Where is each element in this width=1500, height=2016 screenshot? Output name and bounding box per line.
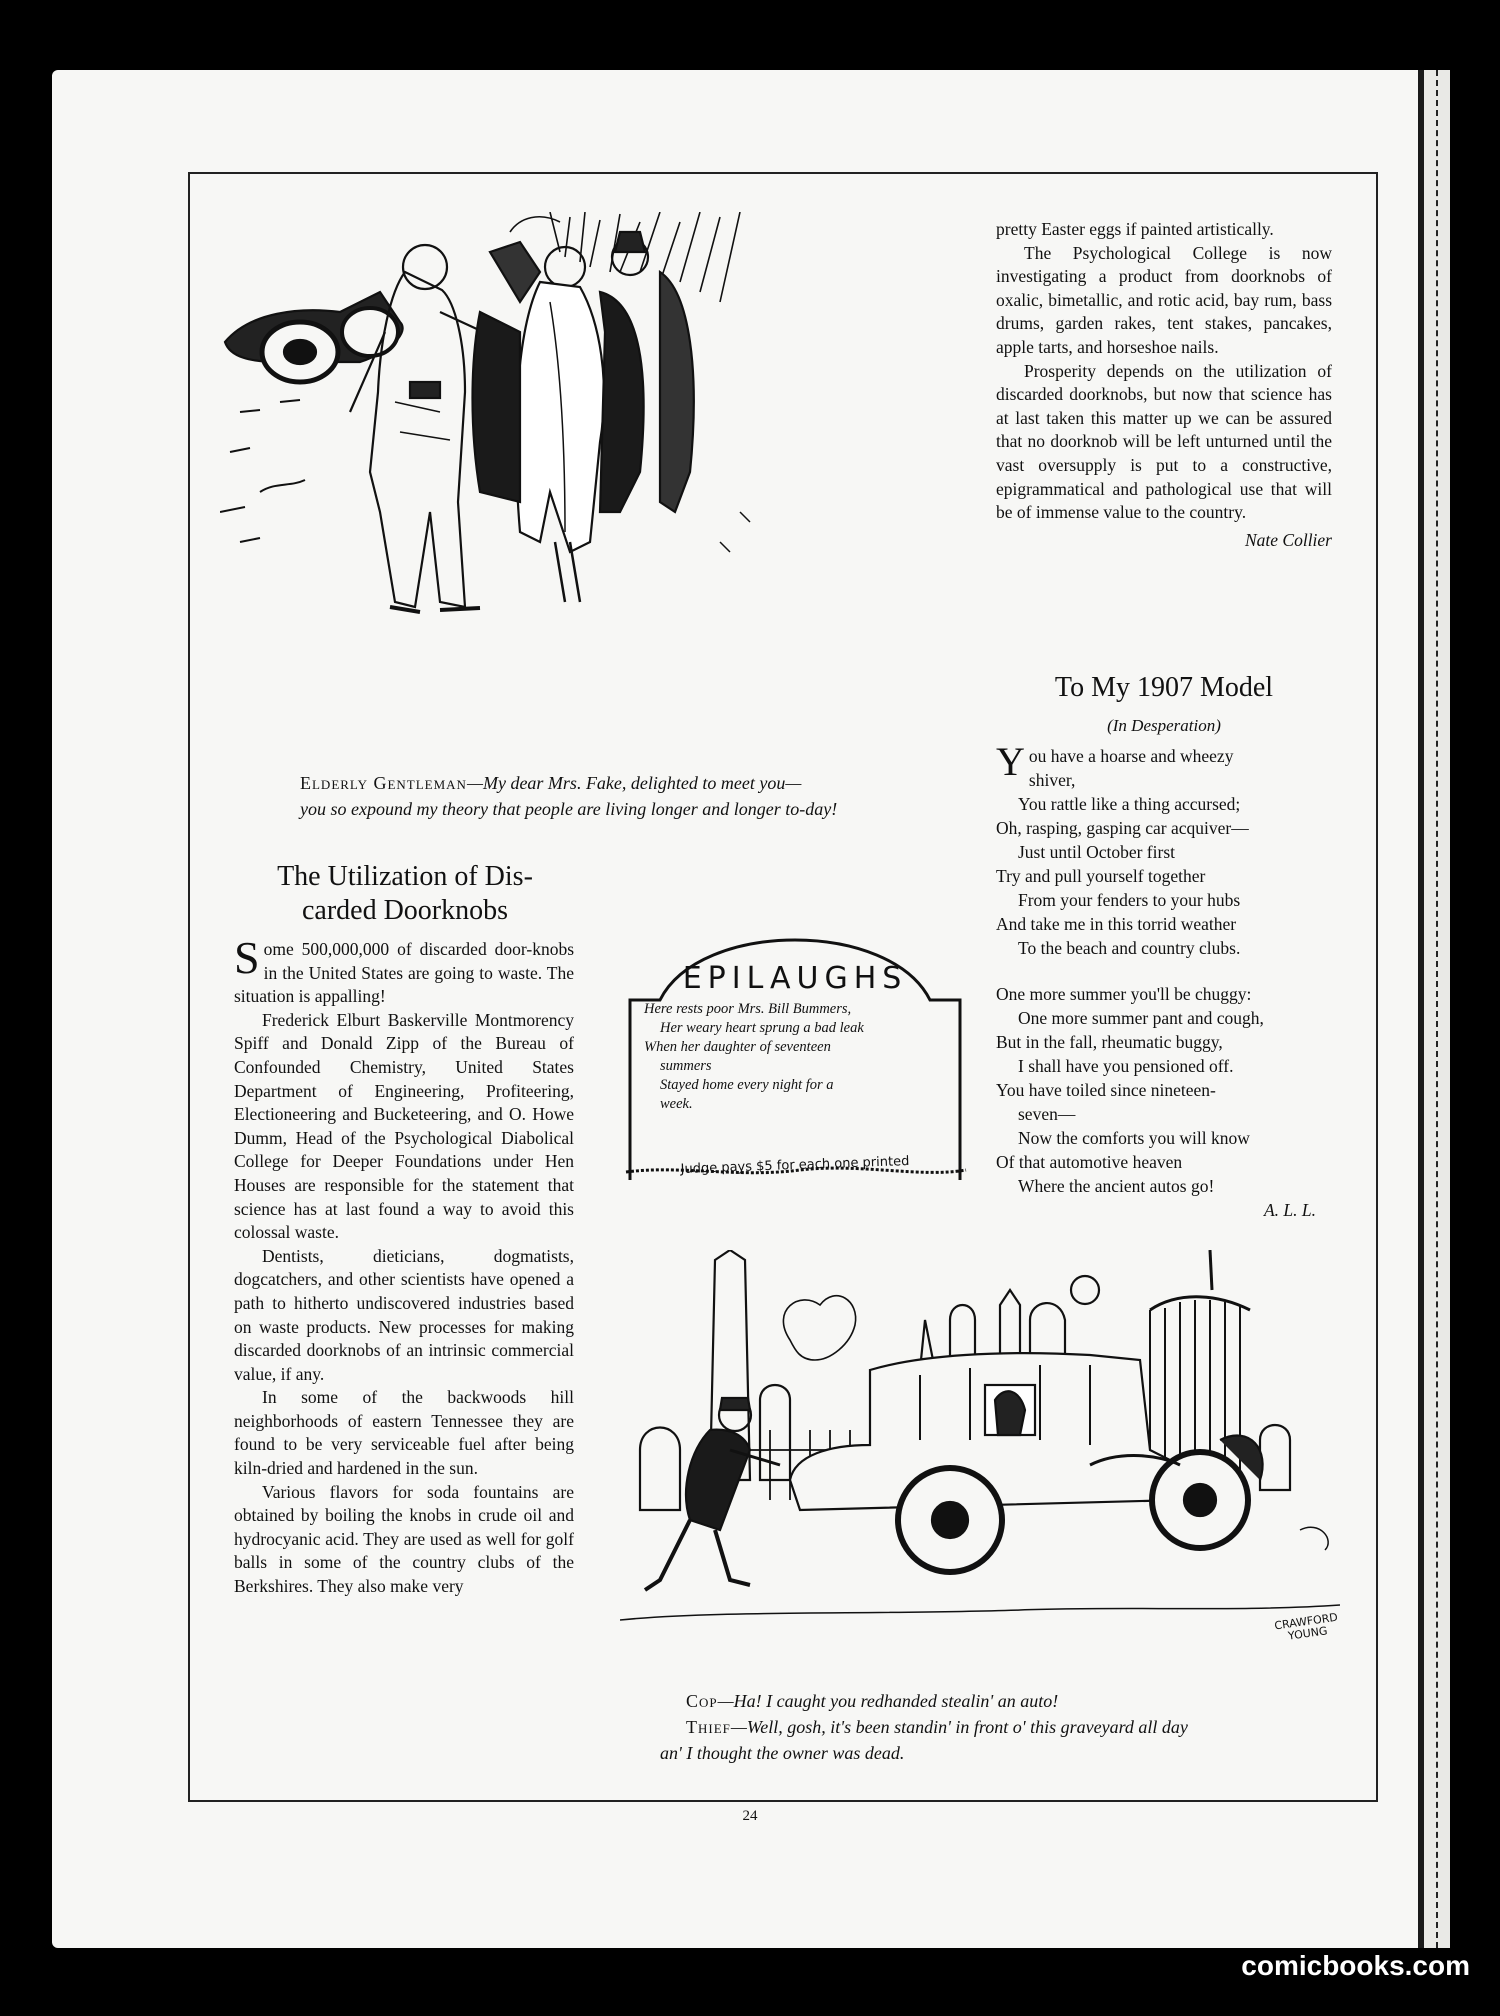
epitaph-line-1: Here rests poor Mrs. Bill Bummers, — [644, 1001, 852, 1017]
epilaughs-footer: Judge pays $5 for each one printed — [680, 1154, 910, 1177]
poem-body — [996, 739, 1336, 1222]
poem-line: shiver, — [1028, 770, 1076, 790]
article-column-left — [234, 932, 574, 1599]
poem-line: Now the comforts you will know — [1018, 1128, 1250, 1148]
article-column-right — [996, 218, 1332, 552]
thief-line: —Well, gosh, it's been standin' in front o' this graveyard all day — [730, 1717, 1188, 1737]
article-lead: ome 500,000,000 of discarded door-knobs in the United States are going to waste. The situation is appalling! — [234, 939, 574, 1007]
poem-line: Where the ancient autos go! — [1018, 1176, 1215, 1196]
graveyard-car-illustration — [620, 1250, 1340, 1650]
poem-line: And take me in this torrid weather — [996, 914, 1237, 934]
article-dropcap: S — [234, 932, 260, 983]
poem-line: Of that automotive heaven — [996, 1152, 1183, 1172]
epitaph-line-2: Her weary heart sprung a bad leak — [660, 1020, 864, 1036]
article-title-line-2: carded Doorknobs — [301, 895, 509, 926]
poem-line: You rattle like a thing accursed; — [1018, 794, 1241, 814]
poem-line: One more summer you'll be chuggy: — [996, 984, 1252, 1004]
caption-line-1: —My dear Mrs. Fake, delighted to meet you— — [466, 773, 802, 793]
thief-line-2: an' I thought the owner was dead. — [660, 1743, 905, 1763]
article-paragraph-prosperity: Prosperity depends on the utilization of discarded doorknobs, but now that science has at last taken this matter up we can be assured that no doorknob will be left unturned until the vast oversupply is put to a constructive, epigrammatical and pathological use that will be of immense value to the country. — [996, 360, 1332, 523]
poem-line: Oh, rasping, gasping car acquiver— — [996, 818, 1249, 838]
thief-label: Thief — [686, 1717, 731, 1737]
caption-line-2: you so expound my theory that people are living longer and longer to-day! — [300, 799, 838, 819]
cop-label: Cop — [686, 1691, 718, 1711]
bottom-illustration-caption — [660, 1688, 1310, 1766]
epitaph-line-5: Stayed home every night for a — [660, 1077, 834, 1093]
article-signature: Nate Collier — [1244, 529, 1332, 550]
article-paragraph-1: Frederick Elburt Baskerville Montmorency Spiff and Donald Zipp of the Bureau of Confounded Chemistry, United States Department of Engineering, Profiteering, Electioneering and Bucketeering, and O. Howe Dumm, Head of the Psychological Diabolical College for Deeper Foundations under Hen Houses are responsible for the statement that science has at last found a way to avoid this colossal waste. — [234, 1009, 574, 1243]
poem-line: Try and pull yourself together — [996, 866, 1206, 886]
epitaph-line-4: summers — [660, 1058, 712, 1074]
elderly-gentleman-illustration — [220, 212, 960, 752]
poem-line: ou have a hoarse and wheezy — [1028, 746, 1234, 766]
poem-dropcap: Y — [996, 739, 1025, 784]
caption-speaker: Elderly Gentleman — [300, 773, 467, 793]
poem-line: From your fenders to your hubs — [1018, 890, 1241, 910]
poem-subtitle: (In Desperation) — [1107, 716, 1221, 735]
article-paragraph-3: In some of the backwoods hill neighborhoods of eastern Tennessee they are found to be very serviceable fuel after being kiln-dried and hardened in the sun. — [234, 1387, 574, 1479]
adjacent-page-edge — [1436, 70, 1448, 1948]
article-paragraph-2: Dentists, dieticians, dogmatists, dogcatchers, and other scientists have opened a path to hitherto undiscovered industries based on waste products. New processes for making discarded doorknobs of an intrinsic commercial value, if any. — [234, 1245, 574, 1384]
epitaph-line-6: week. — [660, 1096, 693, 1112]
article-paragraph-psych-college: The Psychological College is now investigating a product from doorknobs of oxalic, bimetallic, and rotic acid, bay rum, bass drums, garden rakes, tent stakes, pancakes, apple tarts, and horseshoe nails. — [996, 242, 1332, 357]
artist-signature: CRAWFORD YOUNG — [1273, 1610, 1339, 1643]
poem-title: To My 1907 Model — [1054, 672, 1274, 703]
epilaughs-epitaph — [644, 1000, 936, 1114]
article-paragraph-easter: pretty Easter eggs if painted artistically. — [996, 219, 1274, 239]
article-title — [250, 860, 560, 928]
poem-line: You have toiled since nineteen- — [996, 1080, 1216, 1100]
top-illustration-caption — [300, 770, 940, 822]
article-title-line-1: The Utilization of Dis- — [277, 861, 533, 892]
article-paragraph-4: Various flavors for soda fountains are obtained by boiling the knobs in crude oil and hydrocyanic acid. They are used as well for golf balls in some of the country clubs of the Berkshires. They also make very — [234, 1481, 574, 1597]
epitaph-line-3: When her daughter of seventeen — [644, 1039, 831, 1055]
page-gutter — [1418, 70, 1424, 1948]
poem-line: But in the fall, rheumatic buggy, — [996, 1032, 1223, 1052]
page-number: 24 — [742, 1808, 758, 1824]
poem-line: Just until October first — [1018, 842, 1175, 862]
poem-line: To the beach and country clubs. — [1018, 938, 1241, 958]
watermark: comicbooks.com — [1241, 1950, 1470, 1981]
poem-line: One more summer pant and cough, — [1018, 1008, 1264, 1028]
poem-signature: A. L. L. — [1263, 1200, 1316, 1220]
poem-line: seven— — [1018, 1104, 1076, 1124]
epilaughs-heading: EPILAUGHS — [682, 961, 908, 996]
poem-line: I shall have you pensioned off. — [1018, 1056, 1234, 1076]
cop-line: —Ha! I caught you redhanded stealin' an auto! — [717, 1691, 1059, 1711]
